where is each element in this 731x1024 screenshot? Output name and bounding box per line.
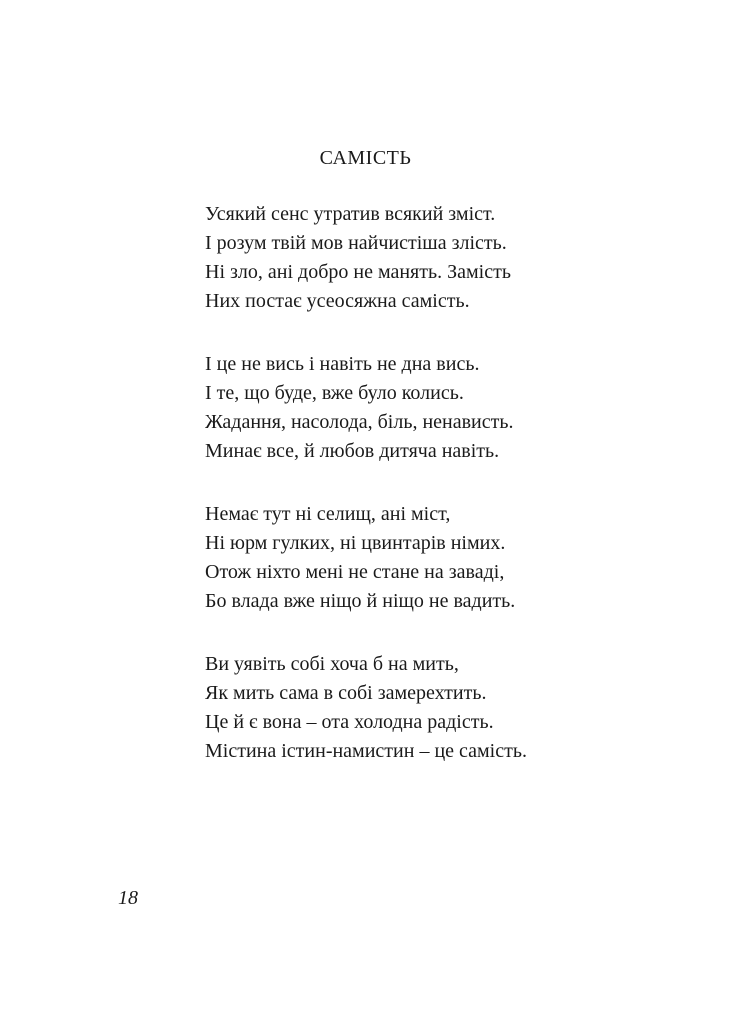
poem-line: Ні юрм гулких, ні цвинтарів німих. <box>205 532 506 554</box>
poem-line: Ви уявіть собі хоча б на мить, <box>205 653 459 675</box>
poem-line: Як мить сама в собі замерехтить. <box>205 682 487 704</box>
poem-line: І розум твій мов найчистіша злість. <box>205 232 507 254</box>
poem-line: Жадання, насолода, біль, ненависть. <box>205 411 514 433</box>
page-number: 18 <box>118 887 138 909</box>
poem-line: Них постає усеосяжна самість. <box>205 290 470 312</box>
poem-line: Отож ніхто мені не стане на заваді, <box>205 561 505 583</box>
poem-line: Містина істин-намистин – це самість. <box>205 740 527 762</box>
poem-line: Минає все, й любов дитяча навіть. <box>205 440 500 462</box>
poem-title: САМІСТЬ <box>319 147 412 169</box>
poem-line: Бо влада вже ніщо й ніщо не вадить. <box>205 590 516 612</box>
stanza-2 <box>205 350 705 466</box>
poem-line: І це не вись і навіть не дна вись. <box>205 353 480 375</box>
poem-line: І те, що буде, вже було колись. <box>205 382 464 404</box>
stanza-1 <box>205 200 705 316</box>
stanza-3 <box>205 500 705 616</box>
poem-line: Ні зло, ані добро не манять. Замість <box>205 261 511 283</box>
poem-body <box>205 200 705 800</box>
poem-line: Це й є вона – ота холодна радість. <box>205 711 494 733</box>
poem-line: Усякий сенс утратив всякий зміст. <box>205 203 496 225</box>
stanza-4 <box>205 650 705 766</box>
poem-line: Немає тут ні селищ, ані міст, <box>205 503 451 525</box>
